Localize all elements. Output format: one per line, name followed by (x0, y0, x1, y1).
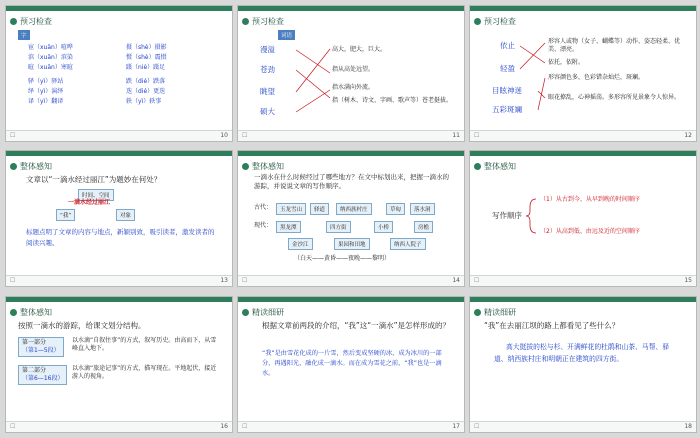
slide-header: 整体感知 (20, 162, 52, 171)
slide-top-bar (470, 297, 696, 302)
slide-thumbnail-15[interactable] (469, 150, 697, 287)
word-left: 依止 (500, 41, 515, 50)
slide-top-bar (6, 297, 232, 302)
part-box (18, 337, 64, 357)
place-box: 金沙江 (288, 238, 313, 250)
header-dot-icon (10, 163, 17, 170)
footer-icon: ☐ (474, 277, 480, 284)
slide-thumbnail-10[interactable] (5, 5, 233, 142)
word-left: 目眩神迷 (492, 86, 522, 95)
definition: 形容人或物（女子、蝴蝶等）动作、姿态轻柔、优美、漂亮。 (548, 38, 681, 53)
slide-number: 10 (220, 132, 228, 139)
slide-number: 12 (684, 132, 692, 139)
place-box: 玉龙雪山 (276, 203, 306, 215)
part-box (18, 365, 67, 385)
title-tag: 字 (18, 30, 30, 40)
question: 根据文章前两段的介绍，“我”这“一滴水”是怎样形成的？ (262, 321, 451, 330)
question: “我”在去丽江坝的路上都看见了些什么？ (484, 321, 620, 330)
row-b: 迭（dié）更迭 (126, 88, 166, 95)
slide-header: 整体感知 (252, 162, 284, 171)
answer: 高大挺拔的松与杉、开满鲜花的杜鹃和山茶、马帮、驿道、纳西族村庄和明朝正在建筑的四方街。 (494, 343, 670, 363)
definition: 高大，肥大，巨大。 (332, 46, 387, 53)
header-dot-icon (242, 309, 249, 316)
footer-icon: ☐ (474, 423, 480, 430)
center-phrase: 一滴水经过丽江 (68, 199, 111, 206)
footer-icon: ☐ (242, 132, 248, 139)
header-dot-icon (10, 18, 17, 25)
place-box: 驿道 (310, 203, 329, 215)
slide-footer (238, 275, 464, 286)
row-b: 蹑（niè）蹑足 (126, 64, 166, 71)
slide-footer (6, 130, 232, 141)
row-a: 涫（xuān）涫染 (28, 54, 73, 61)
footer-icon: ☐ (10, 423, 16, 430)
slide-number: 11 (452, 132, 460, 139)
row-b: 摄（shè）摄影 (126, 44, 167, 51)
row-a: 驿（yì）驿站 (28, 78, 64, 85)
time-sequence: （白天——黄昏——夜晚——黎明） (294, 255, 391, 262)
slide-thumbnail-11[interactable] (237, 5, 465, 142)
place-box: 果园和田地 (334, 238, 370, 250)
question: 文章以“一滴水经过丽江”为题妙在何处？ (26, 175, 162, 184)
word-left: 硕大 (260, 107, 275, 116)
slide-thumbnail-13[interactable] (5, 150, 233, 287)
slide-number: 15 (684, 277, 692, 284)
slide-footer (238, 130, 464, 141)
slide-thumbnail-12[interactable] (469, 5, 697, 142)
slide-header: 精读细研 (252, 308, 284, 317)
slide-footer (470, 130, 696, 141)
slide-number: 13 (220, 277, 228, 284)
definition: 指（树木、诗文、字画、歌声等）苍老挺拔。 (332, 97, 453, 104)
word-left: 轻盈 (500, 64, 515, 73)
slide-header: 整体感知 (20, 308, 52, 317)
order-item: （2）从高到低、由远及近的空间顺序 (540, 228, 640, 235)
part-title: 第一部分 (22, 339, 47, 346)
order-item: （1）从古到今、从早到晚的时间顺序 (540, 196, 640, 203)
definition: 依托，依附。 (548, 59, 585, 66)
slide-header: 预习检查 (252, 17, 284, 26)
footer-icon: ☐ (10, 277, 16, 284)
ancient-label: 古代： (254, 204, 273, 211)
keyword-tag: 时间、空间 (78, 189, 114, 201)
slide-thumbnail-14[interactable] (237, 150, 465, 287)
place-box: 四方街 (326, 221, 351, 233)
keyword-tag: 对象 (116, 209, 135, 221)
slide-number: 14 (452, 277, 460, 284)
place-box: 落水洞 (410, 203, 435, 215)
keyword-tag: “我” (56, 209, 75, 221)
part-range: （第6—16段） (22, 375, 64, 382)
footer-icon: ☐ (242, 423, 248, 430)
slide-header: 预习检查 (20, 17, 52, 26)
word-left: 苍劲 (260, 65, 275, 74)
question: 一滴水在什么时候经过了哪些地方？在文中标划出来，把握一滴水的游踪，并说说文章的写作顺序。 (254, 173, 449, 190)
slide-footer (238, 421, 464, 432)
slide-footer (470, 275, 696, 286)
slide-top-bar (6, 6, 232, 11)
definition: 形容颜色多，色彩错杂灿烂，斑斓。 (548, 74, 645, 81)
slide-top-bar (238, 297, 464, 302)
place-box: 房檐 (414, 221, 433, 233)
place-box: 草甸 (386, 203, 405, 215)
word-left: 漫溢 (260, 45, 275, 54)
row-b: 跌（dié）跌落 (126, 78, 166, 85)
brace-icon (470, 151, 696, 286)
part-range: （第1—5段） (22, 347, 60, 354)
row-a: 译（yì）翻译 (28, 98, 64, 105)
row-a: 宦（xuān）喧哗 (28, 44, 73, 51)
slide-footer (6, 275, 232, 286)
answer: 标题点明了文章的内容与地点，新颖别致，吸引读者，激发读者的阅读兴趣。 (26, 228, 215, 247)
part-title: 第二部分 (22, 367, 47, 374)
header-dot-icon (10, 309, 17, 316)
slide-footer (6, 421, 232, 432)
slide-number: 17 (452, 423, 460, 430)
slide-header: 整体感知 (484, 162, 516, 171)
place-box: 纳西人院子 (390, 238, 426, 250)
slide-number: 18 (684, 423, 692, 430)
footer-icon: ☐ (10, 132, 16, 139)
header-dot-icon (474, 309, 481, 316)
word-left: 五彩斑斓 (492, 105, 522, 114)
title-tag: 词语 (278, 30, 295, 40)
slide-number: 16 (220, 423, 228, 430)
definition: 眼花撩乱，心神摇荡。多形容所见景象令人惊异。 (548, 94, 681, 101)
slide-thumbnail-17[interactable] (237, 296, 465, 433)
place-box: 小桥 (374, 221, 393, 233)
row-b: 慑（shè）震慑 (126, 54, 167, 61)
slide-thumbnail-18[interactable] (469, 296, 697, 433)
definition: 指水满向外流。 (332, 84, 375, 91)
question: 按照一滴水的游踪，给课文划分结构。 (18, 321, 146, 330)
answer: “我”是由雪花化成的一片雪，然后变成坚硬的冰，成为冰川的一部分，再遇阳光，融化成一滴水。而在成为雪花之前，“我”也是一滴水。 (262, 350, 442, 377)
slide-footer (470, 421, 696, 432)
footer-icon: ☐ (242, 277, 248, 284)
slide-thumbnail-16[interactable] (5, 296, 233, 433)
header-dot-icon (242, 163, 249, 170)
part-description: 以水滴“旅途记事”的方式，描写现在。平地起伏，接近游人的视角。 (72, 365, 217, 380)
place-box: 纳西族村庄 (336, 203, 372, 215)
word-left: 眺望 (260, 87, 275, 96)
slide-top-bar (238, 151, 464, 156)
place-box: 黑龙潭 (276, 221, 301, 233)
footer-icon: ☐ (474, 132, 480, 139)
part-description: 以水滴“自叙往事”的方式，叙写历史。由高而下，从雪峰直入地下。 (72, 337, 217, 352)
row-a: 绎（yì）演绎 (28, 88, 64, 95)
slide-header: 预习检查 (484, 17, 516, 26)
row-b: 轶（yì）轶事 (126, 98, 162, 105)
row-a: 暄（xuān）寒暄 (28, 64, 73, 71)
slide-header: 精读细研 (484, 308, 516, 317)
slide-top-bar (6, 151, 232, 156)
definition: 指从高处远望。 (332, 66, 375, 73)
order-label: 写作顺序 (492, 211, 522, 220)
modern-label: 现代： (254, 222, 273, 229)
